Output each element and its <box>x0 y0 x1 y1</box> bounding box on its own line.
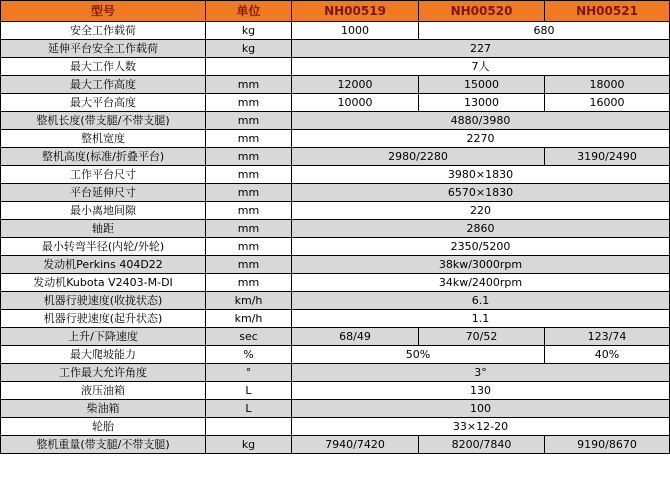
value-cell: 38kw/3000rpm <box>292 256 670 274</box>
table-row <box>1 148 670 166</box>
table-row <box>1 184 670 202</box>
param-cell: 工作最大允许角度 <box>1 364 206 382</box>
value-cell: 227 <box>292 40 670 58</box>
value-cell: 68/49 <box>292 328 419 346</box>
unit-cell: kg <box>206 436 292 454</box>
param-cell: 整机高度(标准/折叠平台) <box>1 148 206 166</box>
unit-cell: mm <box>206 94 292 112</box>
param-cell: 柴油箱 <box>1 400 206 418</box>
value-cell: 7940/7420 <box>292 436 419 454</box>
table-row <box>1 130 670 148</box>
table-row <box>1 346 670 364</box>
unit-cell: sec <box>206 328 292 346</box>
table-row <box>1 238 670 256</box>
value-cell: 33×12-20 <box>292 418 670 436</box>
param-cell: 整机宽度 <box>1 130 206 148</box>
unit-cell: mm <box>206 76 292 94</box>
value-cell: 9190/8670 <box>545 436 670 454</box>
value-cell: 16000 <box>545 94 670 112</box>
param-cell: 最大平台高度 <box>1 94 206 112</box>
value-cell: 4880/3980 <box>292 112 670 130</box>
param-cell: 最小转弯半径(内轮/外轮) <box>1 238 206 256</box>
table-row <box>1 58 670 76</box>
value-cell: 18000 <box>545 76 670 94</box>
table-row <box>1 166 670 184</box>
value-cell: 34kw/2400rpm <box>292 274 670 292</box>
value-cell: 2270 <box>292 130 670 148</box>
table-row <box>1 112 670 130</box>
value-cell: 2350/5200 <box>292 238 670 256</box>
unit-cell: kg <box>206 22 292 40</box>
unit-cell: ° <box>206 364 292 382</box>
value-cell: 6.1 <box>292 292 670 310</box>
param-cell: 机器行驶速度(起升状态) <box>1 310 206 328</box>
param-cell: 最小离地间隙 <box>1 202 206 220</box>
spec-table-body <box>1 1 670 454</box>
table-row <box>1 274 670 292</box>
param-cell: 延伸平台安全工作载荷 <box>1 40 206 58</box>
value-cell: 10000 <box>292 94 419 112</box>
unit-cell: mm <box>206 202 292 220</box>
value-cell: 6570×1830 <box>292 184 670 202</box>
unit-cell: mm <box>206 256 292 274</box>
header-model-nh00520: NH00520 <box>419 1 545 22</box>
value-cell: 2860 <box>292 220 670 238</box>
unit-cell: kg <box>206 40 292 58</box>
table-row <box>1 292 670 310</box>
param-cell: 机器行驶速度(收拢状态) <box>1 292 206 310</box>
value-cell: 70/52 <box>419 328 545 346</box>
param-cell: 最大工作人数 <box>1 58 206 76</box>
param-cell: 发动机Kubota V2403-M-DI <box>1 274 206 292</box>
unit-cell: L <box>206 382 292 400</box>
unit-cell: L <box>206 400 292 418</box>
table-row <box>1 22 670 40</box>
value-cell: 1.1 <box>292 310 670 328</box>
unit-cell: mm <box>206 148 292 166</box>
param-cell: 最大爬坡能力 <box>1 346 206 364</box>
value-cell: 220 <box>292 202 670 220</box>
param-cell: 轴距 <box>1 220 206 238</box>
value-cell: 15000 <box>419 76 545 94</box>
unit-cell: mm <box>206 238 292 256</box>
table-row <box>1 310 670 328</box>
table-row <box>1 40 670 58</box>
table-row <box>1 202 670 220</box>
param-cell: 工作平台尺寸 <box>1 166 206 184</box>
unit-cell: km/h <box>206 292 292 310</box>
table-row <box>1 328 670 346</box>
unit-cell: mm <box>206 220 292 238</box>
value-cell: 3° <box>292 364 670 382</box>
unit-cell <box>206 418 292 436</box>
unit-cell: mm <box>206 274 292 292</box>
value-cell: 100 <box>292 400 670 418</box>
param-cell: 上升/下降速度 <box>1 328 206 346</box>
value-cell: 40% <box>545 346 670 364</box>
table-row <box>1 256 670 274</box>
table-row <box>1 364 670 382</box>
unit-cell: km/h <box>206 310 292 328</box>
value-cell: 50% <box>292 346 545 364</box>
value-cell: 130 <box>292 382 670 400</box>
table-row <box>1 94 670 112</box>
table-row <box>1 76 670 94</box>
unit-cell: mm <box>206 184 292 202</box>
table-row <box>1 382 670 400</box>
param-cell: 液压油箱 <box>1 382 206 400</box>
value-cell: 123/74 <box>545 328 670 346</box>
header-row <box>1 1 670 22</box>
value-cell: 3980×1830 <box>292 166 670 184</box>
unit-cell: mm <box>206 166 292 184</box>
header-unit: 单位 <box>206 1 292 22</box>
value-cell: 7人 <box>292 58 670 76</box>
header-model-nh00519: NH00519 <box>292 1 419 22</box>
unit-cell <box>206 58 292 76</box>
header-model: 型号 <box>1 1 206 22</box>
value-cell: 1000 <box>292 22 419 40</box>
unit-cell: % <box>206 346 292 364</box>
value-cell: 12000 <box>292 76 419 94</box>
value-cell: 2980/2280 <box>292 148 545 166</box>
value-cell: 8200/7840 <box>419 436 545 454</box>
value-cell: 680 <box>419 22 670 40</box>
unit-cell: mm <box>206 112 292 130</box>
value-cell: 13000 <box>419 94 545 112</box>
param-cell: 整机长度(带支腿/不带支腿) <box>1 112 206 130</box>
table-row <box>1 400 670 418</box>
param-cell: 发动机Perkins 404D22 <box>1 256 206 274</box>
param-cell: 最大工作高度 <box>1 76 206 94</box>
param-cell: 安全工作载荷 <box>1 22 206 40</box>
unit-cell: mm <box>206 130 292 148</box>
value-cell: 3190/2490 <box>545 148 670 166</box>
param-cell: 平台延伸尺寸 <box>1 184 206 202</box>
param-cell: 整机重量(带支腿/不带支腿) <box>1 436 206 454</box>
param-cell: 轮胎 <box>1 418 206 436</box>
table-row <box>1 436 670 454</box>
table-row <box>1 418 670 436</box>
table-row <box>1 220 670 238</box>
header-model-nh00521: NH00521 <box>545 1 670 22</box>
